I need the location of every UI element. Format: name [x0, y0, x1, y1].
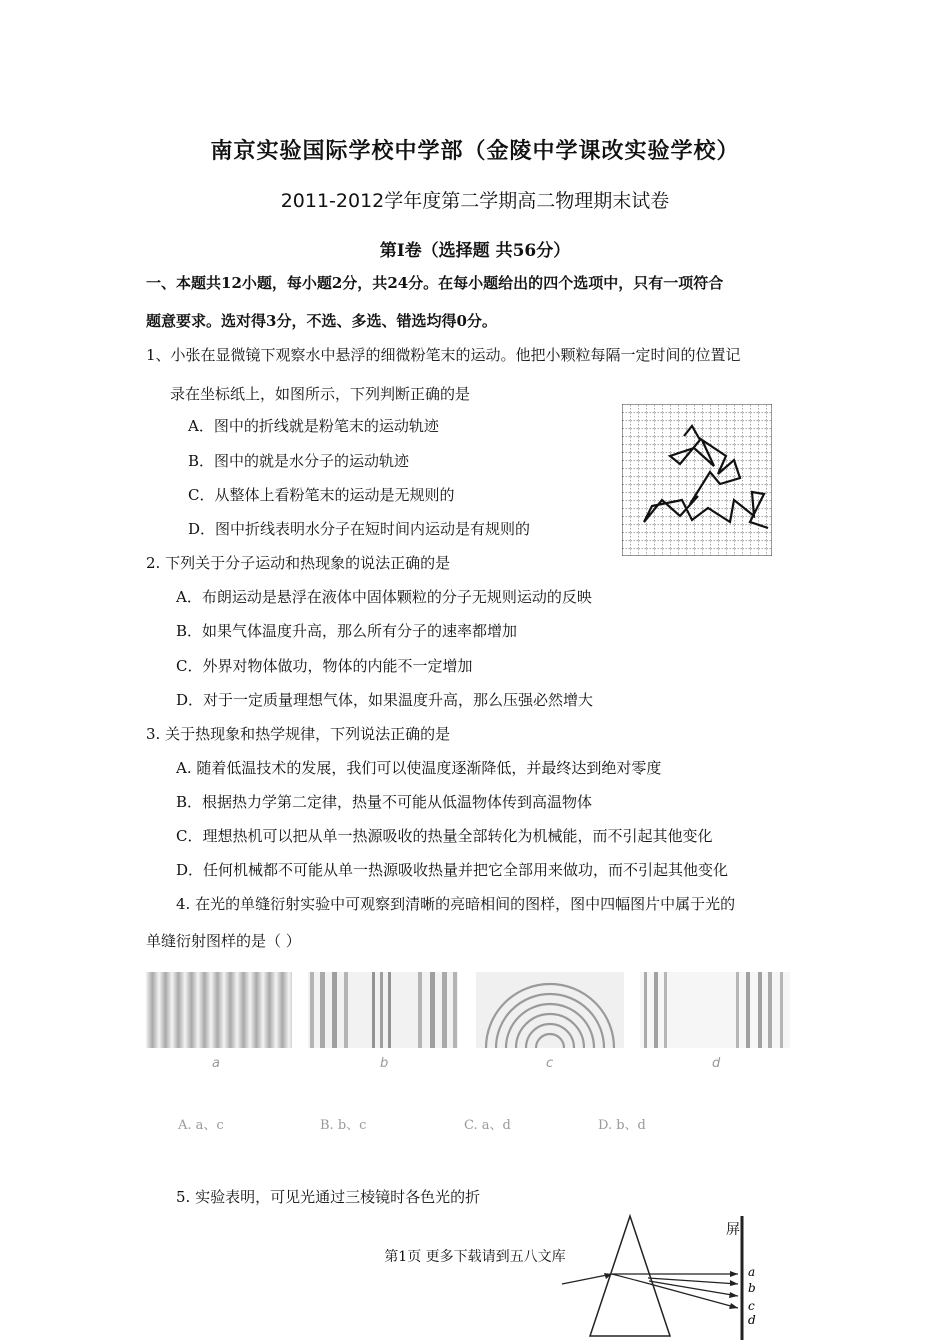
- ray-label-c: c: [748, 1299, 755, 1313]
- q4-option-a: A. a、c: [178, 1118, 224, 1133]
- diffraction-pattern-d: [640, 972, 790, 1048]
- instructions-line-1: 一、本题共12小题，每小题2分，共24分。在每小题给出的四个选项中，只有一项符合: [146, 274, 724, 292]
- incident-ray: [562, 1274, 612, 1284]
- q1-option-c: C．从整体上看粉笔末的运动是无规则的: [188, 486, 455, 504]
- q2-option-a: A．布朗运动是悬浮在液体中固体颗粒的分子无规则运动的反映: [176, 588, 592, 606]
- q1-stem-1: 1、小张在显微镜下观察水中悬浮的细微粉笔末的运动。他把小颗粒每隔一定时间的位置记: [146, 346, 741, 364]
- q1-option-b: B．图中的就是水分子的运动轨迹: [188, 452, 410, 470]
- figure-label-b: b: [380, 1056, 389, 1071]
- diffraction-pattern-b: [308, 972, 458, 1048]
- figure-label-d: d: [712, 1056, 721, 1071]
- q1-option-d: D．图中折线表明水分子在短时间内运动是有规则的: [188, 520, 531, 538]
- q5-stem: 5. 实验表明，可见光通过三棱镜时各色光的折: [176, 1188, 481, 1206]
- figure-label-a: a: [212, 1056, 220, 1071]
- q1-stem-2: 录在坐标纸上，如图所示，下列判断正确的是: [170, 385, 471, 403]
- q2-stem: 2. 下列关于分子运动和热现象的说法正确的是: [146, 554, 451, 572]
- q3-option-a: A. 随着低温技术的发展，我们可以使温度逐渐降低，并最终达到绝对零度: [176, 759, 662, 777]
- q2-option-b: B．如果气体温度升高，那么所有分子的速率都增加: [176, 622, 518, 640]
- diffraction-pattern-a: [146, 972, 292, 1048]
- q4-stem-1: 4. 在光的单缝衍射实验中可观察到清晰的亮暗相间的图样，图中四幅图片中属于光的: [176, 895, 736, 913]
- ray-label-a: a: [748, 1265, 756, 1279]
- diffraction-pattern-c: [476, 972, 624, 1048]
- q3-stem: 3. 关于热现象和热学规律，下列说法正确的是: [146, 725, 451, 743]
- q4-option-d: D. b、d: [598, 1118, 646, 1133]
- q2-option-c: C．外界对物体做功，物体的内能不一定增加: [176, 657, 473, 675]
- q3-option-d: D．任何机械都不可能从单一热源吸收热量并把它全部用来做功，而不引起其他变化: [176, 861, 729, 879]
- page-title: 南京实验国际学校中学部（金陵中学课改实验学校）: [210, 139, 740, 164]
- q3-option-b: B．根据热力学第二定律，热量不可能从低温物体传到高温物体: [176, 793, 593, 811]
- ray-label-b: b: [748, 1281, 756, 1295]
- ray-label-d: d: [748, 1313, 756, 1327]
- q2-option-d: D．对于一定质量理想气体，如果温度升高，那么压强必然增大: [176, 691, 594, 709]
- section-title: 第Ⅰ卷（选择题 共56分）: [379, 241, 571, 261]
- exam-title: 2011-2012学年度第二学期高二物理期末试卷: [280, 190, 670, 212]
- prism-figure: [560, 1212, 774, 1340]
- page-footer: 第1页 更多下载请到五八文库: [384, 1249, 566, 1265]
- q4-option-b: B. b、c: [320, 1118, 367, 1133]
- q3-option-c: C．理想热机可以把从单一热源吸收的热量全部转化为机械能，而不引起其他变化: [176, 827, 713, 845]
- instructions-line-2: 题意要求。选对得3分，不选、多选、错选均得0分。: [146, 312, 497, 330]
- screen-label: 屏: [726, 1222, 740, 1238]
- q4-stem-2: 单缝衍射图样的是（ ）: [146, 932, 301, 950]
- q1-option-a: A．图中的折线就是粉笔末的运动轨迹: [188, 417, 439, 435]
- q4-option-c: C. a、d: [464, 1118, 511, 1133]
- figure-label-c: c: [546, 1056, 554, 1071]
- brownian-motion-figure: [622, 404, 772, 556]
